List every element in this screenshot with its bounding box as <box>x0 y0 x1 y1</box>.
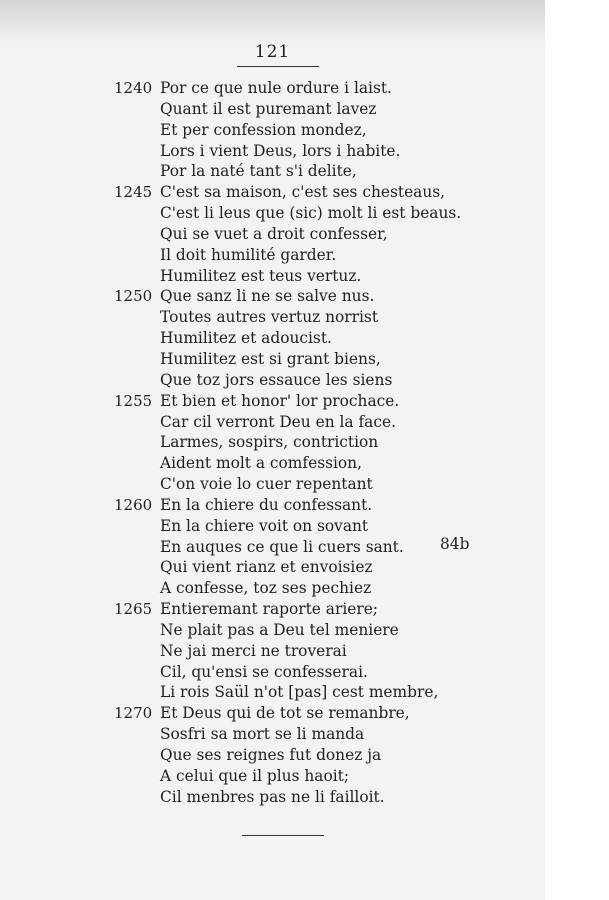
verse-text: C'est sa maison, c'est ses chesteaus, <box>160 183 446 202</box>
verse-line <box>0 516 545 537</box>
page-top-shadow <box>0 0 545 45</box>
verse-text: A celui que il plus haoit; <box>160 766 350 785</box>
verse-line <box>0 99 545 120</box>
verse-line <box>0 495 545 516</box>
verse-text: Il doit humilité garder. <box>160 245 337 264</box>
verse-text: Cil menbres pas ne li failloit. <box>160 787 385 806</box>
verse-line <box>0 182 545 203</box>
verse-text: Por la naté tant s'i delite, <box>160 162 357 181</box>
verse-text: Car cil verront Deu en la face. <box>160 412 396 431</box>
verse-text: Et bien et honor' lor prochace. <box>160 391 400 410</box>
verse-line <box>0 286 545 307</box>
verse-line <box>0 141 545 162</box>
page-outer-margin <box>545 0 609 900</box>
verse-text: Que toz jors essauce les siens <box>160 370 393 389</box>
verse-text: En auques ce que li cuers sant. <box>160 537 404 556</box>
verse-text: Que ses reignes fut donez ja <box>160 746 382 764</box>
line-number: 1240 <box>114 79 153 97</box>
verse-line <box>0 224 545 245</box>
verse-line <box>0 245 545 266</box>
verse-line <box>0 161 545 182</box>
verse-line <box>0 787 545 808</box>
verse-text: A confesse, toz ses pechiez <box>160 579 372 598</box>
line-number: 1270 <box>114 704 153 723</box>
verse-line <box>0 724 545 745</box>
folio-marginal-note: 84b <box>440 535 470 553</box>
verse-line <box>0 620 545 641</box>
verse-text: Ne plait pas a Deu tel meniere <box>160 620 399 639</box>
verse-line <box>0 432 545 453</box>
verse-line <box>0 391 545 412</box>
verse-line <box>0 266 545 287</box>
verse-line <box>0 453 545 474</box>
verse-line <box>0 328 545 349</box>
verse-text: Sosfri sa mort se li manda <box>160 725 365 744</box>
verse-text: Humilitez et adoucist. <box>160 329 332 348</box>
verse-text: Entieremant raporte ariere; <box>160 600 378 619</box>
verse-line <box>0 78 545 99</box>
verse-text: Et Deus qui de tot se remanbre, <box>160 704 410 723</box>
verse-line <box>0 766 545 787</box>
verse-line <box>0 641 545 662</box>
line-number: 1260 <box>114 495 153 514</box>
verse-text: Ne jai merci ne troverai <box>160 641 347 660</box>
verse-text: Aident molt a comfession, <box>160 454 362 473</box>
line-number: 1245 <box>114 183 153 202</box>
verse-line <box>0 745 545 766</box>
verse-line <box>0 599 545 620</box>
verse-line <box>0 203 545 224</box>
verse-line <box>0 662 545 683</box>
verse-line <box>0 682 545 703</box>
line-number: 1255 <box>114 391 153 410</box>
verse-text: Por ce que nule ordure i laist. <box>160 79 392 97</box>
verse-line <box>0 370 545 391</box>
verse-line <box>0 349 545 370</box>
verse-text: Larmes, sospirs, contriction <box>160 433 379 452</box>
verse-text: C'est li leus que (sic) molt li est beaus. <box>160 204 462 223</box>
verse-line <box>0 578 545 599</box>
verse-text: Qui se vuet a droit confesser, <box>160 224 388 243</box>
header-rule <box>237 66 319 67</box>
verse-text: Que sanz li ne se salve nus. <box>160 287 375 306</box>
verse-line <box>0 412 545 433</box>
verse-text: Humilitez est si grant biens, <box>160 349 381 368</box>
verse-line <box>0 474 545 495</box>
verse-text: Et per confession mondez, <box>160 120 367 139</box>
verse-text: Lors i vient Deus, lors i habite. <box>160 141 401 160</box>
verse-text: C'on voie lo cuer repentant <box>160 475 373 494</box>
poem-verse-block <box>0 78 545 808</box>
verse-text: Toutes autres vertuz norrist <box>160 308 379 327</box>
verse-text: Cil, qu'ensi se confesserai. <box>160 662 368 681</box>
verse-text: Quant il est puremant lavez <box>160 99 377 118</box>
verse-text: Humilitez est teus vertuz. <box>160 266 362 285</box>
verse-text: En la chiere voit on sovant <box>160 516 369 535</box>
verse-line <box>0 307 545 328</box>
verse-text: En la chiere du confessant. <box>160 495 373 514</box>
line-number: 1250 <box>114 287 153 306</box>
verse-text: Qui vient rianz et envoisiez <box>160 558 373 577</box>
verse-text: Li rois Saül n'ot [pas] cest membre, <box>160 683 439 702</box>
footer-rule <box>242 835 324 836</box>
line-number: 1265 <box>114 600 153 619</box>
verse-line <box>0 703 545 724</box>
page-number: 121 <box>254 42 291 62</box>
verse-line <box>0 120 545 141</box>
verse-line <box>0 557 545 578</box>
